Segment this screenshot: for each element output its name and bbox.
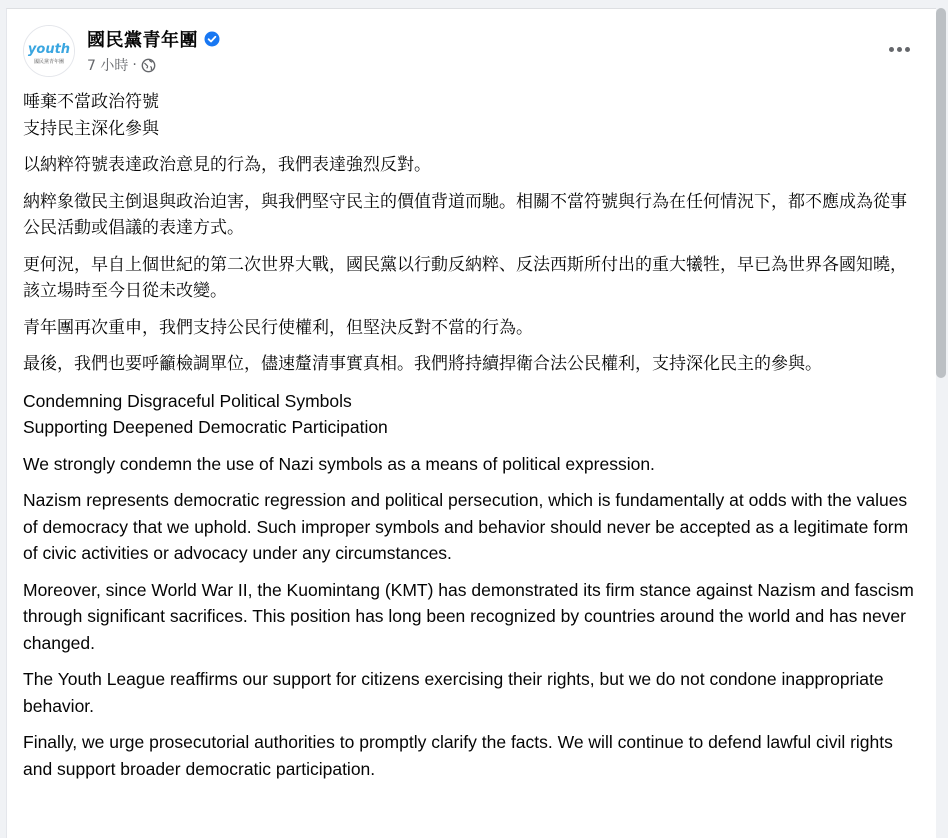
post-paragraph: 最後，我們也要呼籲檢調單位，儘速釐清事實真相。我們將持續捍衛合法公民權利，支持深化民主的參與。 [23, 354, 822, 374]
post-paragraph: Moreover, since World War II, the Kuomintang (KMT) has demonstrated its firm stance against Nazism and fascism through significant sacrifices. This position has long been recognized by countries around the world and has never changed. [23, 579, 914, 653]
avatar-logo-subtext: 國民黨青年團 [33, 59, 65, 65]
youth-logo-icon [24, 26, 74, 76]
scrollbar-track[interactable] [934, 0, 948, 826]
post-paragraph: 唾棄不當政治符號 支持民主深化參與 [23, 92, 159, 139]
verified-badge-icon [204, 31, 220, 47]
post-paragraph: Condemning Disgraceful Political Symbols Supporting Deepened Democratic Participation [23, 390, 388, 437]
post-paragraph: Nazism represents democratic regression and political persecution, which is fundamentally at odds with the values of democracy that we uphold. Such improper symbols and behavior should never be accepted as a legitimate form of civic activities or advocacy under any circumstances. [23, 490, 909, 563]
page-name-link[interactable]: 國民黨青年團 [87, 30, 198, 51]
post-paragraph: Finally, we urge prosecutorial authorities to promptly clarify the facts. We will continue to defend lawful civil rights and support broader democratic participation. [23, 732, 893, 779]
post-card [6, 8, 936, 838]
post-paragraph: 更何況，早自上個世紀的第二次世界大戰，國民黨以行動反納粹、反法西斯所付出的重大犧牲，早已為世界各國知曉，該立場時至今日從未改變。 [23, 254, 907, 301]
post-paragraph: The Youth League reaffirms our support for citizens exercising their rights, but we do not condone inappropriate behavior. [23, 669, 884, 716]
post-paragraph: We strongly condemn the use of Nazi symbols as a means of political expression. [23, 453, 655, 474]
more-dot-icon [905, 47, 910, 52]
post-timestamp[interactable]: 7 小時 [87, 58, 129, 74]
page-name-row [87, 27, 220, 51]
post-paragraph: 青年團再次重申，我們支持公民行使權利，但堅決反對不當的行為。 [23, 317, 533, 338]
more-dot-icon [889, 47, 894, 52]
more-options-button[interactable] [881, 37, 917, 61]
post-meta [87, 56, 156, 74]
meta-separator: · [132, 57, 137, 73]
avatar-logo-text: youth [27, 42, 71, 57]
page-avatar[interactable] [23, 25, 75, 77]
post-body [23, 89, 923, 792]
globe-icon[interactable] [141, 58, 156, 73]
post-paragraph: 以納粹符號表達政治意見的行為，我們表達強烈反對。 [23, 155, 431, 175]
scrollbar-thumb[interactable] [936, 8, 946, 378]
more-dot-icon [897, 47, 902, 52]
post-header [23, 25, 913, 79]
post-paragraph: 納粹象徵民主倒退與政治迫害，與我們堅守民主的價值背道而馳。相關不當符號與行為在任何情況下，都不應成為從事公民活動或倡議的表達方式。 [23, 191, 907, 238]
